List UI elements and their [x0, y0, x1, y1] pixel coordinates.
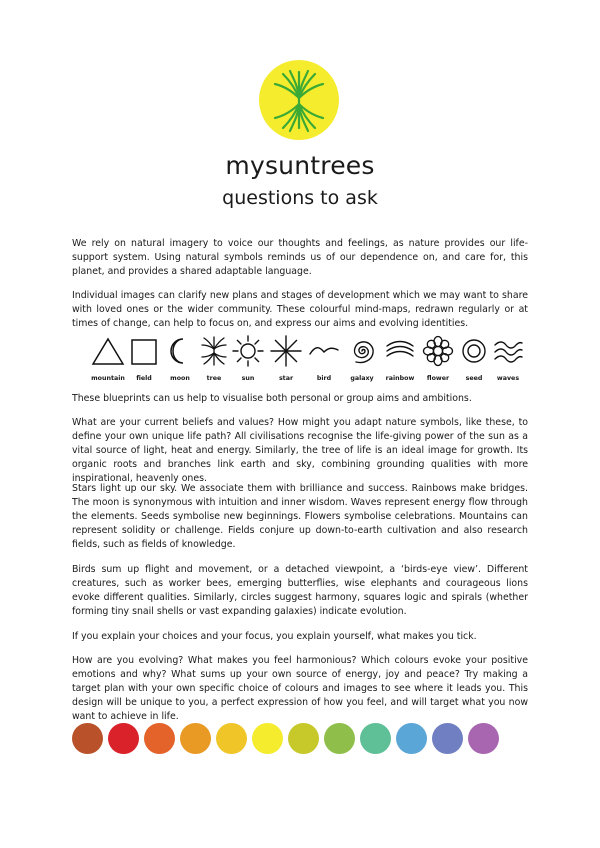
symbol-label: field: [136, 375, 152, 382]
paragraph-intro: We rely on natural imagery to voice our thoughts and feelings, as nature provides our life-support system. Using natural symbols reminds us of our dependence on, and care for, this planet, and provides a shared adaptable language.: [72, 238, 528, 277]
symbol-label: flower: [426, 375, 450, 382]
symbol-waves: [488, 334, 528, 390]
mountain-icon: [90, 334, 126, 368]
colour-dot: [396, 723, 427, 754]
bird-icon: [306, 334, 342, 368]
symbol-label: seed: [465, 375, 483, 382]
paragraph-evolving: How are you evolving? What makes you feel harmonious? Which colours evoke your positive emotions and why? What sums up your own source of energy, joy and peace? Try making a target plan with your own specific choice of colours and images to see where it leads you. This design will be unique to you, a perfect expression of how you feel, and will target what you now want to achieve in life.: [72, 655, 528, 722]
moon-icon: [162, 334, 198, 368]
colour-dot: [180, 723, 211, 754]
symbol-label: mountain: [91, 375, 125, 382]
colour-dot: [360, 723, 391, 754]
symbols-row: [88, 334, 518, 390]
symbol-label: bird: [316, 375, 332, 382]
field-icon: [126, 334, 162, 368]
page-title: mysuntrees: [225, 151, 375, 180]
colour-palette: [72, 723, 532, 755]
paragraph-explain: If you explain your choices and your focus, you explain yourself, what makes you tick.: [72, 631, 477, 642]
paragraph-birds: Birds sum up flight and movement, or a detached viewpoint, a ‘birds-eye view’. Different creatures, such as worker bees, emerging butterflies, wise elephants and courageous lions evoke different qualities. Similarly, circles suggest harmony, squares logic and spirals (whether forming tiny snail shells or vast expanding galaxies) indicate evolution.: [72, 564, 528, 617]
colour-dot: [108, 723, 139, 754]
symbol-label: moon: [170, 375, 190, 382]
colour-dot: [216, 723, 247, 754]
sun-icon: [230, 334, 266, 368]
colour-dot: [432, 723, 463, 754]
paragraph-blueprints: These blueprints can us help to visualise both personal or group aims and ambitions.: [72, 393, 472, 404]
colour-dot: [252, 723, 283, 754]
colour-dot: [72, 723, 103, 754]
symbol-label: waves: [496, 375, 520, 382]
waves-icon: [490, 334, 526, 368]
tree-icon: [196, 334, 232, 368]
symbol-label: tree: [206, 375, 222, 382]
page-subtitle: questions to ask: [222, 187, 378, 209]
colour-dot: [468, 723, 499, 754]
symbol-label: galaxy: [350, 375, 374, 382]
paragraph-images: Individual images can clarify new plans and stages of development which we may want to share with loved ones or the wider community. These colourful mind-maps, redrawn regularly or at times of change, can help to focus on, and express our aims and evolving identities.: [72, 290, 528, 329]
symbol-label: star: [278, 375, 294, 382]
symbol-label: sun: [241, 375, 255, 382]
symbol-label: rainbow: [385, 375, 415, 382]
flower-icon: [420, 334, 456, 368]
suntree-logo: [259, 60, 339, 140]
seed-icon: [456, 334, 492, 368]
colour-dot: [144, 723, 175, 754]
star-icon: [268, 334, 304, 368]
rainbow-icon: [382, 334, 418, 368]
galaxy-icon: [344, 334, 380, 368]
colour-dot: [288, 723, 319, 754]
paragraph-stars: Stars light up our sky. We associate them with brilliance and success. Rainbows make bridges. The moon is synonymous with intuition and inner wisdom. Waves represent energy flow through the elements. Seeds symbolise new beginnings. Flowers symbolise celebrations. Mountains can represent solidity or challenge. Fields conjure up down-to-earth cultivation and also research fields, such as fields of knowledge.: [72, 483, 528, 550]
colour-dot: [324, 723, 355, 754]
paragraph-beliefs: What are your current beliefs and values? How might you adapt nature symbols, like these, to define your own unique life path? All civilisations recognise the life-giving power of the sun as a vital source of light, heat and energy. Similarly, the tree of life is an ideal image for growth. Its organic roots and branches link earth and sky, combining grounding qualities with more inspirational, heavenly ones.: [72, 417, 528, 484]
